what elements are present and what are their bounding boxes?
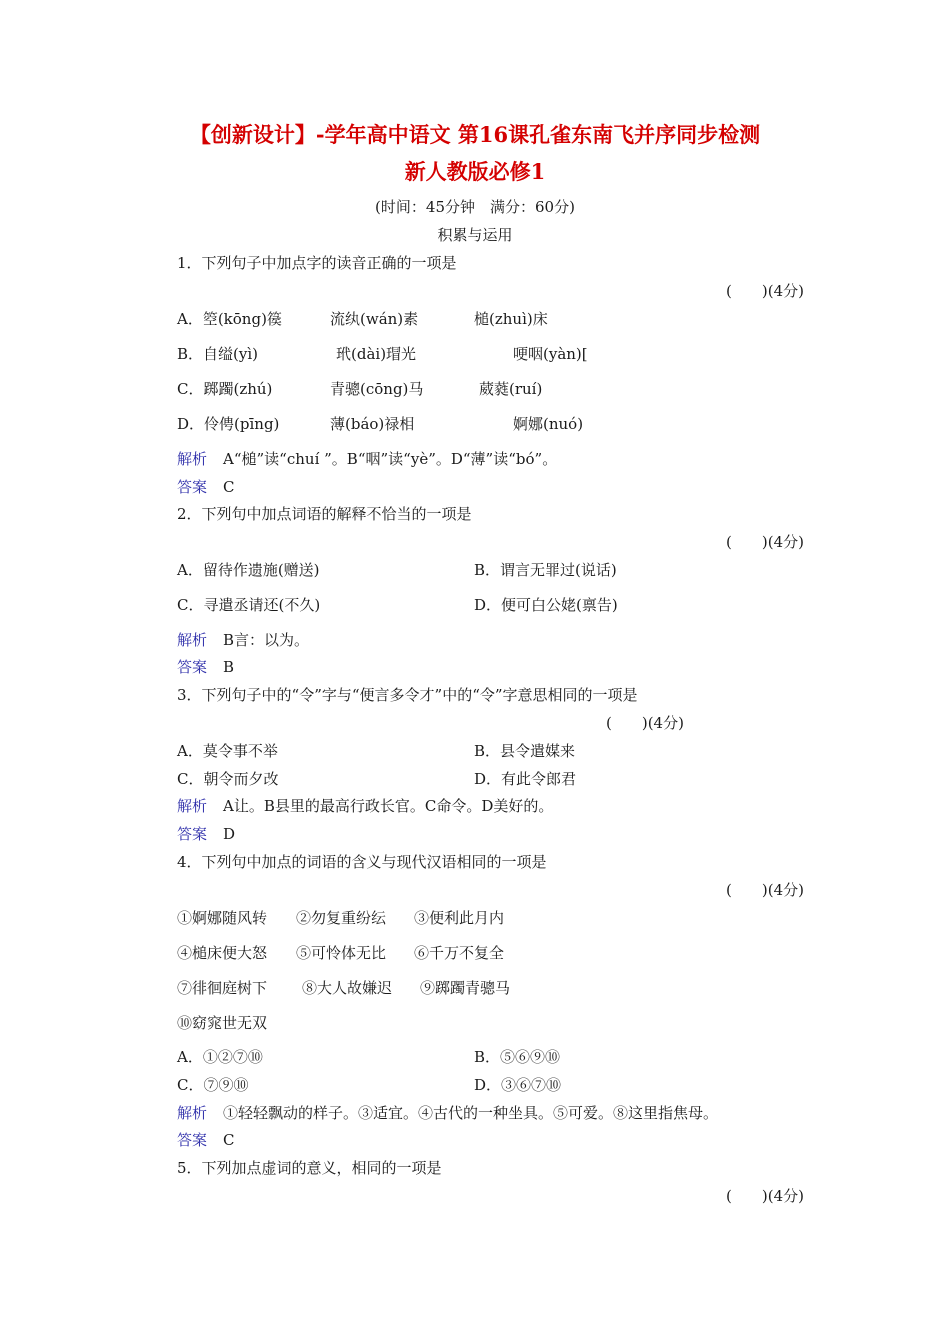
q4-item-1: ①婀娜随风转 xyxy=(177,909,268,927)
q3-option-d: D．有此令郎君 xyxy=(474,770,577,788)
answer-label: 答案 xyxy=(177,825,208,843)
q4-option-b: B．⑤⑥⑨⑩ xyxy=(474,1048,561,1066)
q3-stem: 3．下列句子中的“令”字与“便言多令才”中的“令”字意思相同的一项是 xyxy=(177,686,638,704)
q4-analysis-text: ①轻轻飘动的样子。③适宜。④古代的一种坐具。⑤可爱。⑧这里指焦母。 xyxy=(223,1104,719,1122)
answer-label: 答案 xyxy=(177,478,208,496)
q4-item-10: ⑩窈窕世无双 xyxy=(177,1014,268,1032)
q4-stem: 4．下列句中加点的词语的含义与现代汉语相同的一项是 xyxy=(177,853,547,871)
q1-option-d1: D．伶俜(pīng) xyxy=(177,415,280,433)
answer-label: 答案 xyxy=(177,1131,208,1149)
q3-score: ( )(4分) xyxy=(606,714,684,732)
analysis-label: 解析 xyxy=(177,450,208,468)
q1-option-a1: A．箜(kōng)篌 xyxy=(177,310,282,328)
analysis-label: 解析 xyxy=(177,797,208,815)
q1-option-c1: C．踯躅(zhú) xyxy=(177,380,273,398)
q4-option-a: A．①②⑦⑩ xyxy=(177,1048,263,1066)
analysis-label: 解析 xyxy=(177,631,208,649)
q2-option-b: B．谓言无罪过(说话) xyxy=(474,561,617,579)
q3-analysis-text: A让。B县里的最高行政长官。C命令。D美好的。 xyxy=(223,797,554,815)
q1-analysis xyxy=(177,449,557,469)
q1-option-b2: 玳(dài)瑁光 xyxy=(336,345,417,363)
q2-analysis xyxy=(177,630,309,650)
q4-answer-text: C xyxy=(223,1131,235,1149)
q4-item-5: ⑤可怜体无比 xyxy=(296,944,387,962)
time-info: (时间：45分钟 满分：60分) xyxy=(375,198,575,216)
q3-analysis xyxy=(177,796,553,816)
answer-label: 答案 xyxy=(177,658,208,676)
doc-title-line1: 【创新设计】-学年高中语文 第16课孔雀东南飞并序同步检测 xyxy=(189,122,761,147)
q1-analysis-text: A“槌”读“chuí ”。B“咽”读“yè”。D“薄”读“bó”。 xyxy=(223,450,558,468)
q2-answer xyxy=(177,657,234,677)
q2-answer-text: B xyxy=(223,658,235,676)
q4-item-9: ⑨踯躅青骢马 xyxy=(420,979,511,997)
q1-answer-text: C xyxy=(223,478,235,496)
q5-stem: 5．下列加点虚词的意义，相同的一项是 xyxy=(177,1159,442,1177)
q3-option-c: C．朝令而夕改 xyxy=(177,770,279,788)
q4-item-6: ⑥千万不复全 xyxy=(414,944,505,962)
q4-item-4: ④槌床便大怒 xyxy=(177,944,268,962)
q2-analysis-text: B言：以为。 xyxy=(223,631,310,649)
q1-answer xyxy=(177,477,235,497)
q1-option-d3: 婀娜(nuó) xyxy=(513,415,584,433)
q5-score: ( )(4分) xyxy=(726,1187,804,1205)
analysis-label: 解析 xyxy=(177,1104,208,1122)
q3-option-a: A．莫令事不举 xyxy=(177,742,278,760)
q1-score: ( )(4分) xyxy=(726,282,804,300)
q3-answer-text: D xyxy=(223,825,236,843)
q1-option-c2: 青骢(cōng)马 xyxy=(330,380,424,398)
q2-score: ( )(4分) xyxy=(726,533,804,551)
q3-option-b: B．县令遣媒来 xyxy=(474,742,576,760)
q4-answer xyxy=(177,1130,235,1150)
q2-option-c: C．寻遣丞请还(不久) xyxy=(177,596,321,614)
q2-option-d: D．便可白公姥(禀告) xyxy=(474,596,618,614)
q1-option-b3: 哽咽(yàn)[ xyxy=(513,345,588,363)
q4-option-d: D．③⑥⑦⑩ xyxy=(474,1076,562,1094)
q4-option-c: C．⑦⑨⑩ xyxy=(177,1076,249,1094)
q1-stem: 1．下列句子中加点字的读音正确的一项是 xyxy=(177,254,457,272)
q4-analysis xyxy=(177,1103,718,1123)
q4-item-3: ③便利此月内 xyxy=(414,909,505,927)
q1-option-b1: B．自缢(yì) xyxy=(177,345,258,363)
q1-option-d2: 薄(báo)禄相 xyxy=(330,415,415,433)
q3-answer xyxy=(177,824,235,844)
q1-option-a3: 槌(zhuì)床 xyxy=(474,310,548,328)
q4-item-7: ⑦徘徊庭树下 xyxy=(177,979,268,997)
q1-option-a2: 流纨(wán)素 xyxy=(330,310,419,328)
doc-title-line2: 新人教版必修1 xyxy=(404,159,546,184)
q4-item-2: ②勿复重纷纭 xyxy=(296,909,387,927)
q2-stem: 2．下列句中加点词语的解释不恰当的一项是 xyxy=(177,505,472,523)
q1-option-c3: 葳蕤(ruí) xyxy=(479,380,543,398)
q2-option-a: A．留待作遗施(赠送) xyxy=(177,561,320,579)
q4-score: ( )(4分) xyxy=(726,881,804,899)
q4-item-8: ⑧大人故嫌迟 xyxy=(302,979,393,997)
section-heading: 积累与运用 xyxy=(437,226,513,244)
